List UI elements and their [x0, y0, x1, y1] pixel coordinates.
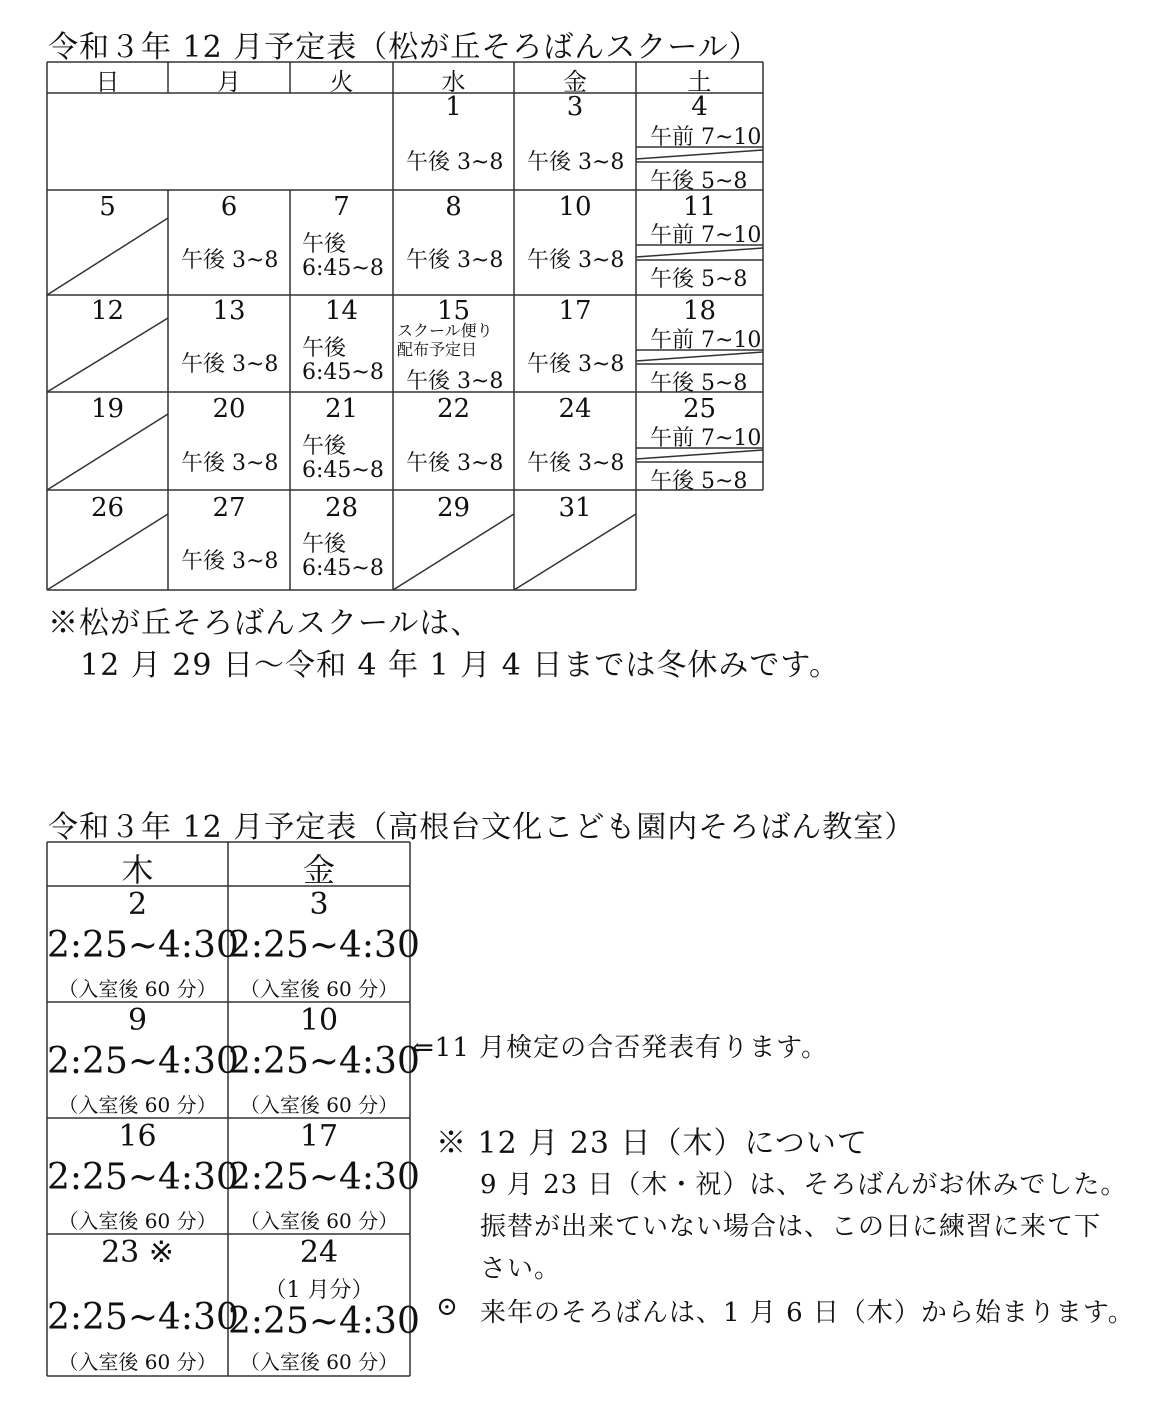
time-slot-pm: 午後 5~8: [650, 267, 748, 292]
class-duration-note: （入室後 60 分）: [58, 977, 217, 1001]
day-number: 10: [299, 1003, 339, 1038]
time-slot: 午後 3~8: [406, 451, 504, 476]
day-number: 6: [220, 192, 238, 222]
dec23-note-line1: 9 月 23 日（木・祝）は、そろばんがお休みでした。: [480, 1170, 1128, 1200]
day-number: 24: [558, 394, 592, 424]
day-number: 16: [118, 1119, 157, 1154]
time-slot: 午後: [302, 336, 347, 361]
day-number: 18: [682, 296, 717, 326]
winter-break-note-line2: 12 月 29 日～令和 4 年 1 月 4 日までは冬休みです。: [80, 648, 841, 683]
time-slot: 午後 3~8: [181, 248, 279, 273]
time-slot: 午後 3~8: [181, 549, 279, 574]
day-number: 21: [324, 394, 359, 424]
day-number: 4: [691, 92, 708, 122]
day-number: 28: [324, 493, 359, 523]
day-number: 17: [299, 1119, 339, 1154]
day-number: 10: [558, 192, 592, 222]
day-number: 3: [309, 887, 329, 922]
next-year-start-note: 来年のそろばんは、1 月 6 日（木）から始まります。: [480, 1298, 1135, 1328]
dec23-note-line3: さい。: [480, 1254, 562, 1284]
time-slot: 6:45~8: [302, 458, 384, 483]
time-slot-am: 午前 7~10: [650, 426, 762, 451]
time-slot: 午後 3~8: [527, 451, 625, 476]
bullet-icon: ⊙: [436, 1292, 459, 1322]
january-fee-note: （1 月分）: [264, 1278, 374, 1303]
title-takanedai: 令和３年 12 月予定表（高根台文化こども園内そろばん教室）: [48, 810, 916, 845]
day-number: 11: [682, 192, 717, 222]
time-slot-am: 午前 7~10: [650, 223, 762, 248]
time-slot-am: 午前 7~10: [650, 328, 762, 353]
time-slot-am: 午前 7~10: [650, 125, 762, 150]
day-number: 7: [333, 192, 350, 222]
day-number: 31: [558, 493, 592, 523]
day-number: 15: [436, 296, 471, 326]
dec23-note-line2: 振替が出来ていない場合は、この日に練習に来て下: [480, 1212, 1102, 1242]
time-slot-pm: 午後 5~8: [650, 469, 748, 494]
day-number: 17: [558, 296, 592, 326]
time-slot: 午後 3~8: [406, 369, 504, 394]
title-matsugaoka: 令和３年 12 月予定表（松が丘そろばんスクール）: [48, 30, 760, 65]
day-number: 2: [127, 887, 148, 922]
day-number: 20: [212, 394, 246, 424]
class-duration-note: （入室後 60 分）: [239, 1093, 399, 1117]
weekday-sat: 土: [687, 68, 712, 96]
winter-break-note-line1: ※松が丘そろばんスクールは、: [48, 606, 482, 641]
class-time: 2:25~4:30: [47, 925, 239, 966]
day-number: 24: [299, 1235, 339, 1270]
day-number: 14: [324, 296, 359, 326]
weekday-wed: 水: [441, 68, 466, 96]
class-duration-note: （入室後 60 分）: [239, 1209, 399, 1233]
class-time: 2:25~4:30: [228, 1041, 420, 1082]
time-slot: 午後 3~8: [527, 248, 625, 273]
time-slot: 午後: [302, 434, 347, 459]
class-time: 2:25~4:30: [228, 1301, 420, 1342]
class-duration-note: （入室後 60 分）: [58, 1209, 217, 1233]
class-duration-note: （入室後 60 分）: [58, 1350, 217, 1374]
day-number: 26: [90, 493, 125, 523]
class-duration-note: （入室後 60 分）: [239, 1350, 399, 1374]
weekday-thu: 木: [121, 851, 154, 889]
class-duration-note: （入室後 60 分）: [239, 977, 399, 1001]
weekday-fri: 金: [302, 851, 335, 889]
dec23-note-heading: ※ 12 月 23 日（木）について: [436, 1126, 868, 1161]
weekday-sun: 日: [95, 68, 120, 96]
day-number: 19: [90, 394, 125, 424]
day-number: 22: [436, 394, 471, 424]
day-number: 9: [127, 1003, 148, 1038]
class-time: 2:25~4:30: [47, 1041, 239, 1082]
day-number: 12: [90, 296, 125, 326]
day-number: 27: [212, 493, 246, 523]
day-number: 5: [99, 192, 116, 222]
class-time: 2:25~4:30: [47, 1157, 239, 1198]
time-slot: 午後: [302, 232, 347, 257]
day-number: 25: [682, 394, 717, 424]
time-slot: 午後 3~8: [406, 150, 504, 175]
school-news-note: スクール便り: [397, 321, 493, 340]
time-slot: 午後 3~8: [181, 451, 279, 476]
time-slot: 午後 3~8: [527, 352, 625, 377]
day-number: 23 ※: [101, 1235, 174, 1270]
weekday-tue: 火: [329, 68, 354, 96]
class-duration-note: （入室後 60 分）: [58, 1093, 217, 1117]
day-number: 29: [436, 493, 471, 523]
day-number: 3: [566, 92, 584, 122]
day-number: 13: [212, 296, 246, 326]
day-number: 8: [445, 192, 462, 222]
time-slot: 6:45~8: [302, 256, 384, 281]
exam-result-note: ⇐11 月検定の合否発表有ります。: [412, 1033, 829, 1063]
class-time: 2:25~4:30: [228, 925, 420, 966]
time-slot: 6:45~8: [302, 360, 384, 385]
class-time: 2:25~4:30: [228, 1157, 420, 1198]
time-slot: 午後 3~8: [527, 150, 625, 175]
time-slot-pm: 午後 5~8: [650, 169, 748, 194]
class-time: 2:25~4:30: [47, 1297, 239, 1338]
time-slot: 午後: [302, 532, 347, 557]
time-slot: 午後 3~8: [181, 352, 279, 377]
distribution-note: 配布予定日: [397, 340, 478, 359]
weekday-mon: 月: [217, 68, 241, 96]
time-slot: 午後 3~8: [406, 248, 504, 273]
time-slot-pm: 午後 5~8: [650, 371, 748, 396]
day-number: 1: [445, 92, 462, 122]
weekday-fri: 金: [563, 68, 587, 96]
time-slot: 6:45~8: [302, 556, 384, 581]
